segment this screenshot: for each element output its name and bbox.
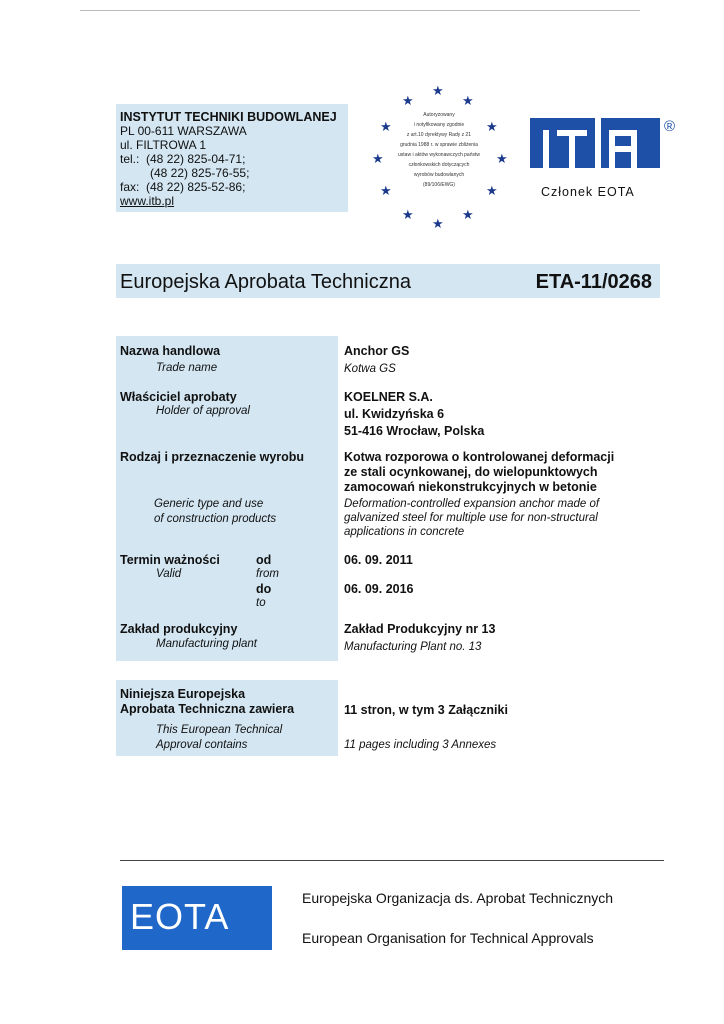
institute-phone-line: tel.: (48 22) 825-04-71; bbox=[120, 152, 246, 166]
plant-value: Zakład Produkcyjny nr 13 bbox=[344, 622, 496, 636]
seal-text-line: wyrobów budowlanych bbox=[413, 172, 465, 178]
institute-phone-line: (48 22) 825-76-55; bbox=[120, 166, 250, 180]
organisation-name-polish: Europejska Organizacja ds. Aprobat Technicznych bbox=[302, 890, 614, 906]
product-type-sublabel-line: Generic type and use bbox=[154, 498, 264, 510]
product-type-value-line: Kotwa rozporowa o kontrolowanej deformacji bbox=[344, 450, 615, 464]
validity-label: Termin ważności bbox=[120, 553, 220, 567]
product-type-value-line: ze stali ocynkowanej, do wielopunktowych bbox=[344, 465, 598, 479]
validity-sublabel: Valid bbox=[156, 568, 182, 580]
product-type-sublabel-line: of construction products bbox=[154, 513, 277, 525]
product-type-label: Rodzaj i przeznaczenie wyrobu bbox=[120, 450, 305, 464]
trade-name-label: Nazwa handlowa bbox=[120, 344, 221, 358]
contains-value-translation: 11 pages including 3 Annexes bbox=[344, 739, 497, 751]
institute-address-line: ul. FILTROWA 1 bbox=[120, 138, 207, 152]
holder-city: 51-416 Wrocław, Polska bbox=[344, 424, 485, 438]
seal-text-line: członkowskich dotyczących bbox=[408, 162, 470, 168]
product-type-value bbox=[344, 450, 614, 495]
seal-text-line: i notyfikowany zgodnie bbox=[413, 122, 465, 128]
contains-label-line: Aprobata Techniczna zawiera bbox=[120, 702, 295, 716]
valid-to-sublabel: to bbox=[256, 597, 266, 609]
star-icon: ★ bbox=[486, 183, 498, 198]
institute-name: INSTYTUT TECHNIKI BUDOWLANEJ bbox=[120, 110, 337, 124]
eota-logo-text: EOTA bbox=[130, 896, 230, 937]
document-title: Europejska Aprobata Techniczna bbox=[120, 271, 411, 293]
trade-name-value: Anchor GS bbox=[344, 344, 410, 358]
valid-from-label: od bbox=[256, 553, 272, 567]
seal-text bbox=[392, 110, 486, 190]
footer-rule bbox=[120, 860, 664, 861]
seal-text-line: (89/106/EWG) bbox=[423, 182, 455, 188]
star-icon: ★ bbox=[462, 207, 474, 222]
organisation-name-english: European Organisation for Technical Approvals bbox=[302, 930, 594, 946]
valid-to-label: do bbox=[256, 582, 272, 596]
star-icon: ★ bbox=[402, 93, 414, 108]
product-type-translation-line: galvanized steel for multiple use for non-structural bbox=[344, 512, 598, 524]
plant-label: Zakład produkcyjny bbox=[120, 622, 238, 636]
star-icon: ★ bbox=[380, 183, 392, 198]
seal-text-line: Autoryzowany bbox=[423, 112, 455, 118]
star-icon: ★ bbox=[486, 119, 498, 134]
star-icon: ★ bbox=[432, 83, 444, 98]
contains-sublabel bbox=[156, 723, 282, 753]
itb-caption: Członek EOTA bbox=[541, 185, 635, 199]
product-type-translation-line: applications in concrete bbox=[344, 526, 465, 538]
star-icon: ★ bbox=[402, 207, 414, 222]
contains-sublabel-line: Approval contains bbox=[156, 739, 248, 751]
trade-name-sublabel: Trade name bbox=[156, 362, 218, 374]
valid-from-sublabel: from bbox=[256, 568, 279, 580]
seal-text-line: ustaw i aktów wykonawczych państw bbox=[398, 152, 480, 158]
eu-notified-body-seal bbox=[364, 84, 514, 230]
star-icon: ★ bbox=[372, 151, 384, 166]
institute-website-link[interactable]: www.itb.pl bbox=[120, 194, 175, 208]
holder-value bbox=[344, 390, 484, 439]
plant-sublabel: Manufacturing plant bbox=[156, 638, 258, 650]
holder-name: KOELNER S.A. bbox=[344, 390, 433, 404]
valid-from-date: 06. 09. 2011 bbox=[344, 553, 413, 567]
holder-sublabel: Holder of approval bbox=[156, 405, 250, 417]
contains-label bbox=[120, 687, 294, 717]
seal-text-line: z art.10 dyrektywy Rady z 21 bbox=[406, 132, 472, 138]
valid-to-date: 06. 09. 2016 bbox=[344, 582, 414, 596]
registered-mark: ® bbox=[664, 118, 676, 135]
holder-label: Właściciel aprobaty bbox=[120, 390, 237, 404]
institute-info-box bbox=[116, 104, 348, 212]
product-type-sublabel bbox=[154, 497, 276, 527]
star-icon: ★ bbox=[496, 151, 508, 166]
document-title-bar bbox=[116, 264, 660, 298]
holder-street: ul. Kwidzyńska 6 bbox=[344, 407, 445, 421]
trade-name-value-translation: Kotwa GS bbox=[344, 363, 396, 375]
institute-fax-line: fax: (48 22) 825-52-86; bbox=[120, 180, 246, 194]
top-rule bbox=[80, 10, 640, 11]
star-icon: ★ bbox=[462, 93, 474, 108]
star-icon: ★ bbox=[380, 119, 392, 134]
contains-label-line: Niniejsza Europejska bbox=[120, 687, 246, 701]
product-type-value-translation bbox=[344, 497, 599, 539]
institute-address-line: PL 00-611 WARSZAWA bbox=[120, 124, 247, 138]
plant-value-translation: Manufacturing Plant no. 13 bbox=[344, 641, 482, 653]
contains-sublabel-line: This European Technical bbox=[156, 724, 283, 736]
star-icon: ★ bbox=[432, 216, 444, 231]
seal-text-line: grudnia 1988 r. w sprawie zbliżenia bbox=[400, 142, 478, 148]
product-type-value-line: zamocowań niekonstrukcyjnych w betonie bbox=[344, 480, 597, 494]
itb-logo bbox=[530, 118, 660, 168]
eta-number: ETA-11/0268 bbox=[535, 271, 652, 293]
product-type-translation-line: Deformation-controlled expansion anchor made of bbox=[344, 498, 600, 510]
eota-logo bbox=[122, 886, 272, 950]
contains-value: 11 stron, w tym 3 Załączniki bbox=[344, 703, 508, 717]
